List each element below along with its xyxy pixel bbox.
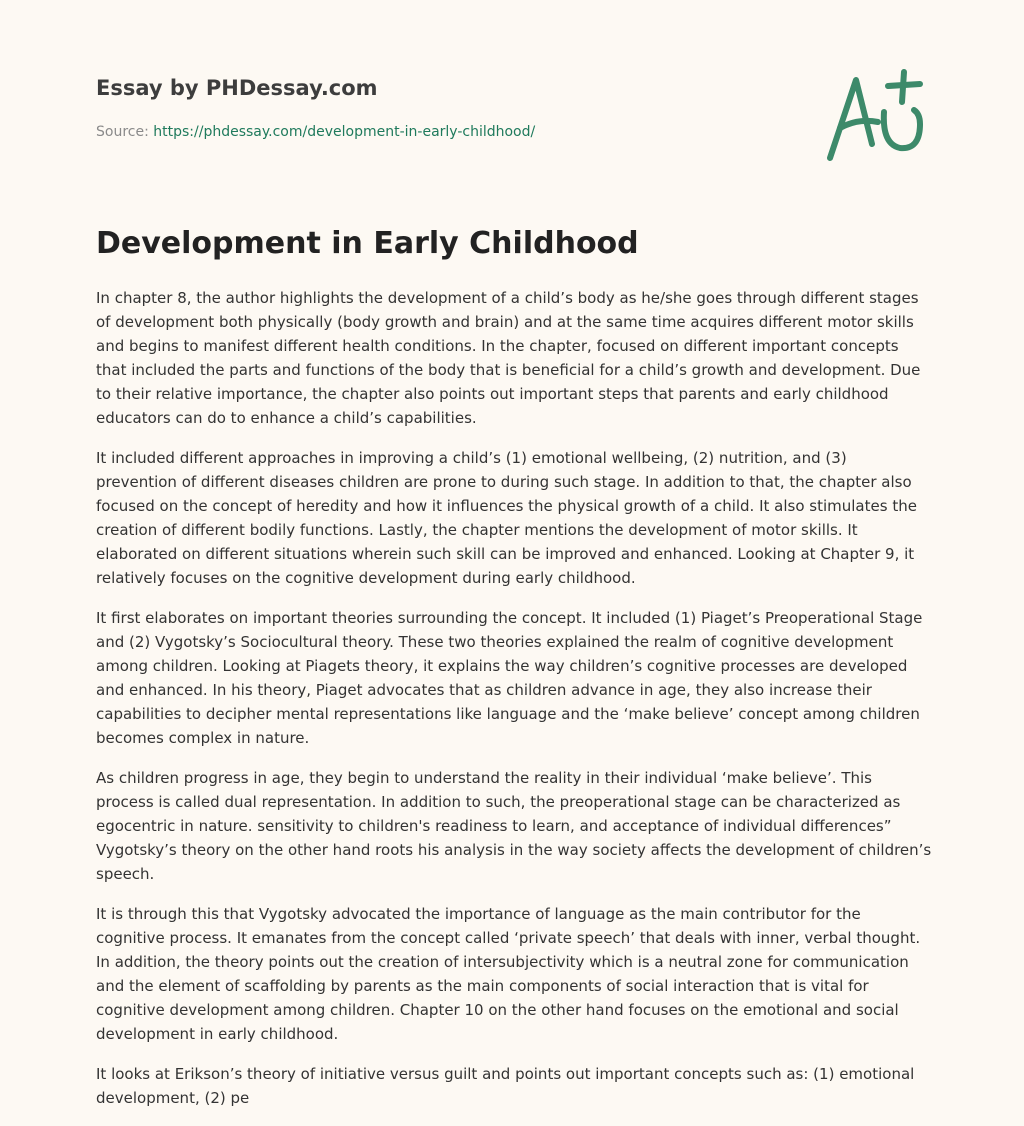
site-title: Essay by PHDessay.com [96,76,378,100]
a-plus-grade-logo-icon [820,66,930,166]
essay-paragraph: In chapter 8, the author highlights the development of a child’s body as he/she goes through different stages of development both physically (body growth and brain) and at the same time acquires different motor skills and begins to manifest different health conditions. In the chapter, focused on different important concepts that included the parts and functions of the body that is beneficial for a child’s growth and development. Due to their relative importance, the chapter also points out important steps that parents and early childhood educators can do to enhance a child’s capabilities. [96,289,921,427]
essay-body [96,286,932,1126]
source-line [96,124,535,140]
essay-paragraph: It is through this that Vygotsky advocated the importance of language as the main contributor for the cognitive process. It emanates from the concept called ‘private speech’ that deals with inner, verbal thought. In addition, the theory points out the creation of intersubjectivity which is a neutral zone for communication and the element of scaffolding by parents as the main components of social interaction that is vital for cognitive development among children. Chapter 10 on the other hand focuses on the emotional and social development in early childhood. [96,905,921,1043]
essay-paragraph: It included different approaches in improving a child’s (1) emotional wellbeing, (2) nutrition, and (3) prevention of different diseases children are prone to during such stage. In addition to that, the chapter also focused on the concept of heredity and how it influences the physical growth of a child. It also stimulates the creation of different bodily functions. Lastly, the chapter mentions the development of motor skills. It elaborated on different situations wherein such skill can be improved and enhanced. Looking at Chapter 9, it relatively focuses on the cognitive development during early childhood. [96,449,917,587]
source-label: Source: [96,124,149,140]
source-link[interactable]: https://phdessay.com/development-in-early-childhood/ [153,124,536,140]
essay-title: Development in Early Childhood [96,226,639,261]
essay-paragraph: It first elaborates on important theories surrounding the concept. It included (1) Piaget’s Preoperational Stage and (2) Vygotsky’s Sociocultural theory. These two theories explained the realm of cognitive development among children. Looking at Piagets theory, it explains the way children’s cognitive processes are developed and enhanced. In his theory, Piaget advocates that as children advance in age, they also increase their capabilities to decipher mental representations like language and the ‘make believe’ concept among children becomes complex in nature. [96,609,923,747]
essay-paragraph: As children progress in age, they begin to understand the reality in their individual ‘make believe’. This process is called dual representation. In addition to such, the preoperational stage can be characterized as egocentric in nature. sensitivity to children's readiness to learn, and acceptance of individual differences” Vygotsky’s theory on the other hand roots his analysis in the way society affects the development of children’s speech. [96,769,932,883]
essay-paragraph: It looks at Erikson’s theory of initiative versus guilt and points out important concepts such as: (1) emotional development, (2) pe [96,1065,915,1107]
